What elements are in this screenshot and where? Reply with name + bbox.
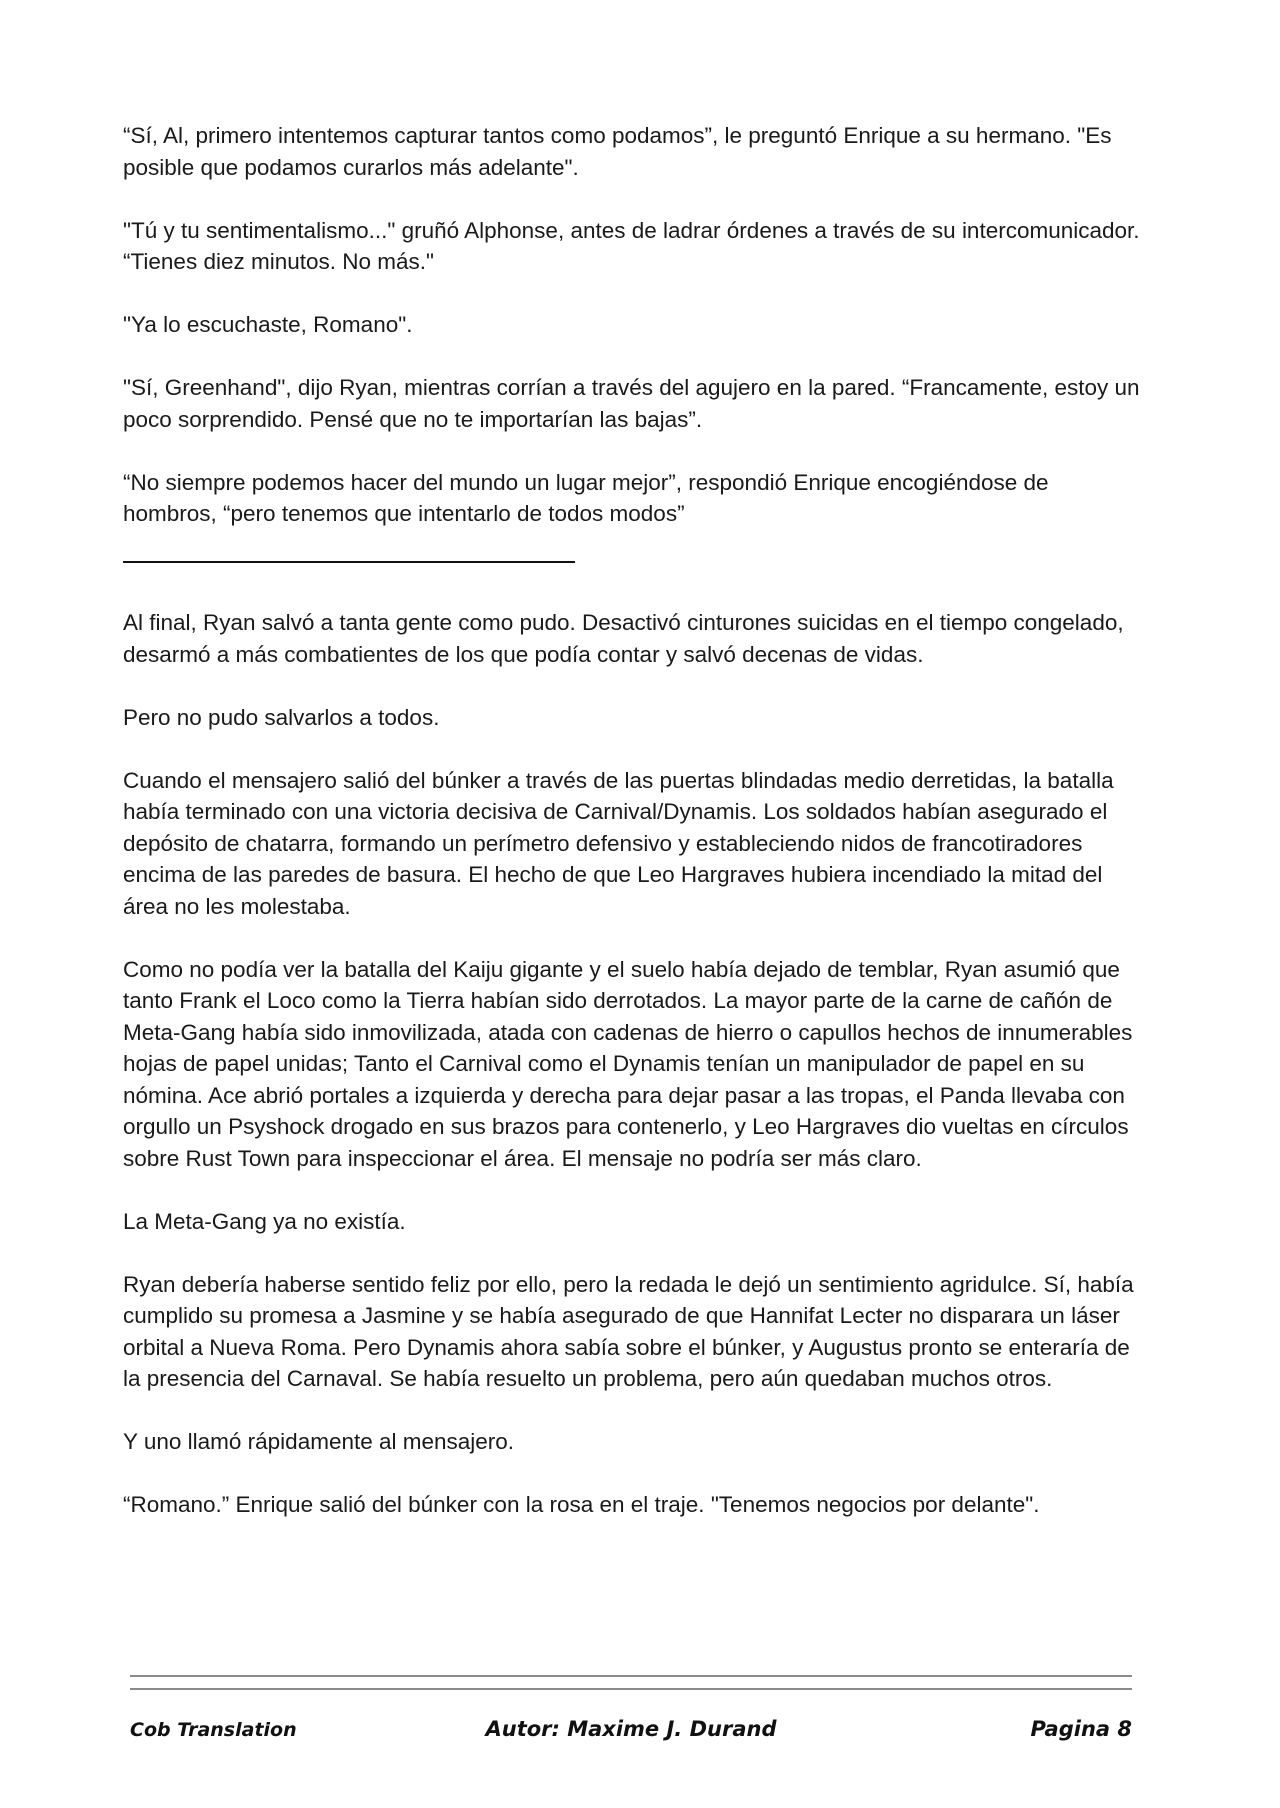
footer-divider [130,1675,1132,1677]
paragraph: "Ya lo escuchaste, Romano". [123,312,413,337]
footer-author: Autor: Maxime J. Durand [485,1717,777,1741]
paragraph: Como no podía ver la batalla del Kaiju gigante y el suelo había dejado de temblar, Ryan asumió que tanto Frank el Loco como la Tierra habían sido derrotados. La mayor parte de la carne de cañón de Meta-Gang había sido inmovilizada, atada con cadenas de hierro o capullos hechos de innumerables hojas de papel unidas; Tanto el Carnival como el Dynamis tenían un manipulador de papel en su nómina. Ace abrió portales a izquierda y derecha para dejar pasar a las tropas, el Panda llevaba con orgullo un Psyshock drogado en sus brazos para contenerlo, y Leo Hargraves dio vueltas en círculos sobre Rust Town para inspeccionar el área. El mensaje no podría ser más claro. [123,956,1133,1171]
document-body [123,120,1143,1552]
paragraph: “No siempre podemos hacer del mundo un lugar mejor”, respondió Enrique encogiéndose de hombros, “pero tenemos que intentarlo de todos modos” [123,469,1049,526]
paragraph: "Sí, Greenhand", dijo Ryan, mientras corrían a través del agujero en la pared. “Francamente, estoy un poco sorprendido. Pensé que no te importarían las bajas”. [123,375,1140,432]
paragraph: “Sí, Al, primero intentemos capturar tantos como podamos”, le preguntó Enrique a su hermano. "Es posible que podamos curarlos más adelante". [123,123,1112,180]
paragraph: Y uno llamó rápidamente al mensajero. [123,1429,515,1454]
section-separator [123,561,575,563]
paragraph: “Romano.” Enrique salió del búnker con la rosa en el traje. "Tenemos negocios por delante". [123,1492,1040,1517]
paragraph: "Tú y tu sentimentalismo..." gruñó Alphonse, antes de ladrar órdenes a través de su intercomunicador. “Tienes diez minutos. No más." [123,217,1140,274]
paragraph: Cuando el mensajero salió del búnker a través de las puertas blindadas medio derretidas, la batalla había terminado con una victoria decisiva de Carnival/Dynamis. Los soldados habían asegurado el depósito de chatarra, formando un perímetro defensivo y estableciendo nidos de francotiradores encima de las paredes de basura. El hecho de que Leo Hargraves hubiera incendiado la mitad del área no les molestaba. [123,767,1114,919]
footer-divider [130,1688,1132,1690]
paragraph: Ryan debería haberse sentido feliz por ello, pero la redada le dejó un sentimiento agridulce. Sí, había cumplido su promesa a Jasmine y se había asegurado de que Hannifat Lecter no disparara un láser orbital a Nueva Roma. Pero Dynamis ahora sabía sobre el búnker, y Augustus pronto se enteraría de la presencia del Carnaval. Se había resuelto un problema, pero aún quedaban muchos otros. [123,1271,1134,1391]
footer-translator: Cob Translation [130,1719,297,1741]
page-footer [130,1717,1132,1749]
paragraph: La Meta-Gang ya no existía. [123,1208,406,1234]
footer-page-number: Pagina 8 [1030,1717,1132,1741]
paragraph: Al final, Ryan salvó a tanta gente como pudo. Desactivó cinturones suicidas en el tiempo congelado, desarmó a más combatientes de los que podía contar y salvó decenas de vidas. [123,610,1124,667]
paragraph: Pero no pudo salvarlos a todos. [123,704,440,730]
